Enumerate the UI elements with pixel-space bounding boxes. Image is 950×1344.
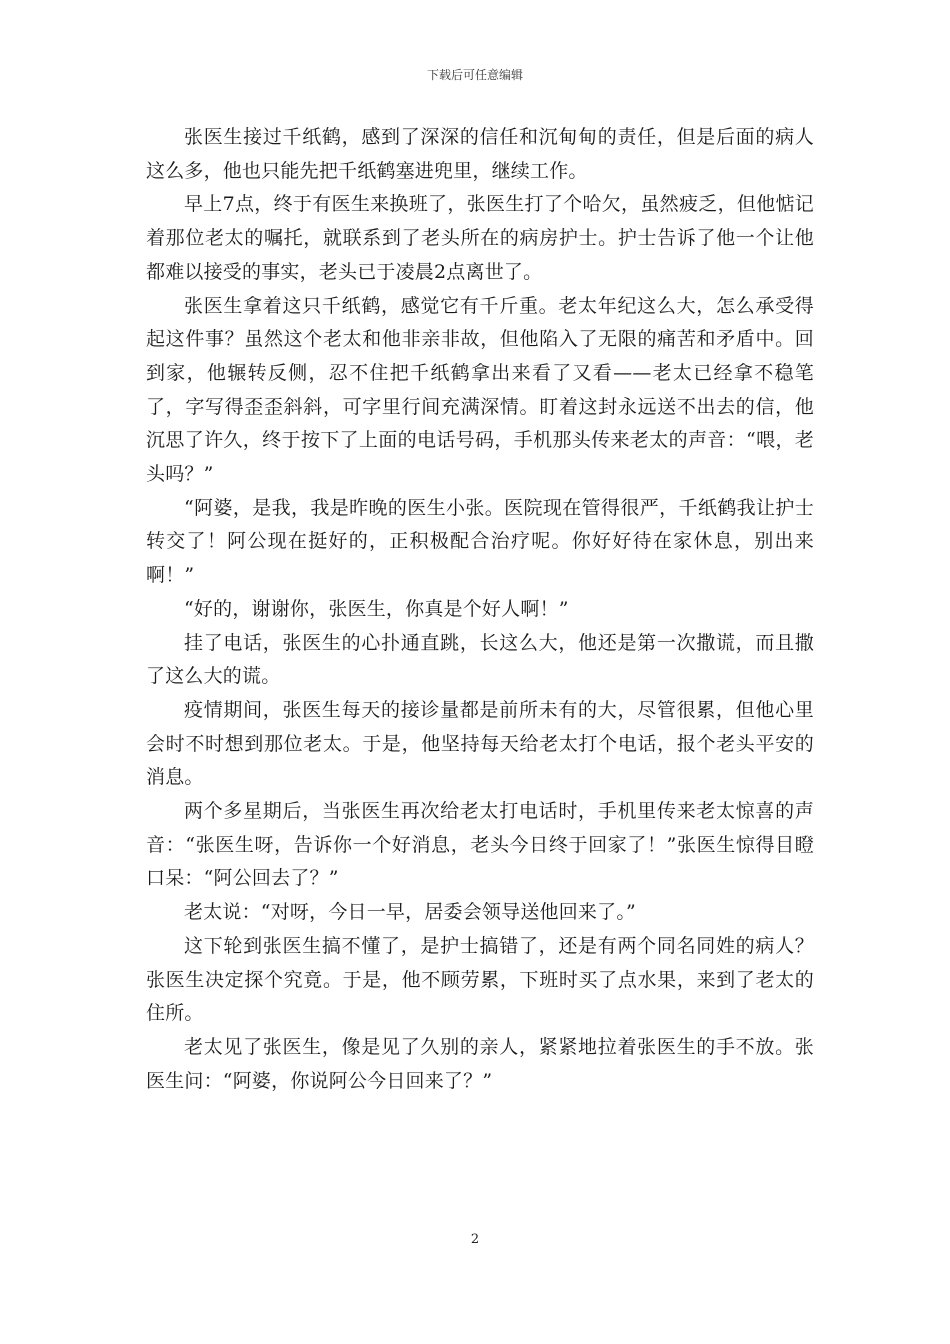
paragraph: 疫情期间，张医生每天的接诊量都是前所未有的大，尽管很累，但他心里会时不时想到那位老太。于是，他坚持每天给老太打个电话，报个老头平安的消息。 bbox=[146, 698, 814, 789]
paragraph: 张医生接过千纸鹤，感到了深深的信任和沉甸甸的责任，但是后面的病人这么多，他也只能先把千纸鹤塞进兜里，继续工作。 bbox=[146, 126, 814, 182]
page-header-note: 下载后可任意编辑 bbox=[426, 68, 523, 82]
paragraph: 早上7点，终于有医生来换班了，张医生打了个哈欠，虽然疲乏，但他惦记着那位老太的嘱托，就联系到了老头所在的病房护士。护士告诉了他一个让他都难以接受的事实，老头已于凌晨2点离世了。 bbox=[146, 193, 814, 283]
page-number: 2 bbox=[470, 1232, 480, 1247]
paragraph: 两个多星期后，当张医生再次给老太打电话时，手机里传来老太惊喜的声音：“张医生呀，告诉你一个好消息，老头今日终于回家了！”张医生惊得目瞪口呆：“阿公回去了？” bbox=[146, 800, 814, 890]
paragraph: 老太说：“对呀，今日一早，居委会领导送他回来了。” bbox=[184, 901, 636, 924]
document-body bbox=[146, 121, 814, 1098]
paragraph: 挂了电话，张医生的心扑通直跳，长这么大，他还是第一次撒谎，而且撒了这么大的谎。 bbox=[146, 631, 814, 688]
paragraph: “阿婆，是我，我是昨晚的医生小张。医院现在管得很严，千纸鹤我让护士转交了！阿公现在挺好的，正积极配合治疗呢。你好好待在家休息，别出来啊！” bbox=[146, 496, 814, 587]
paragraph: 这下轮到张医生搞不懂了，是护士搞错了，还是有两个同名同姓的病人？张医生决定探个究竟。于是，他不顾劳累，下班时买了点水果，来到了老太的住所。 bbox=[146, 934, 814, 1025]
paragraph: “好的，谢谢你，张医生，你真是个好人啊！” bbox=[184, 597, 569, 620]
paragraph: 张医生拿着这只千纸鹤，感觉它有千斤重。老太年纪这么大，怎么承受得起这件事？虽然这个老太和他非亲非故，但他陷入了无限的痛苦和矛盾中。回到家，他辗转反侧，忍不住把千纸鹤拿出来看了又看——老太已经拿不稳笔了，字写得歪歪斜斜，可字里行间充满深情。盯着这封永远送不出去的信，他沉思了许久，终于按下了上面的电话号码，手机那头传来老太的声音：“喂，老头吗？” bbox=[146, 294, 814, 486]
paragraph: 老太见了张医生，像是见了久别的亲人，紧紧地拉着张医生的手不放。张医生问：“阿婆，你说阿公今日回来了？” bbox=[146, 1035, 814, 1092]
